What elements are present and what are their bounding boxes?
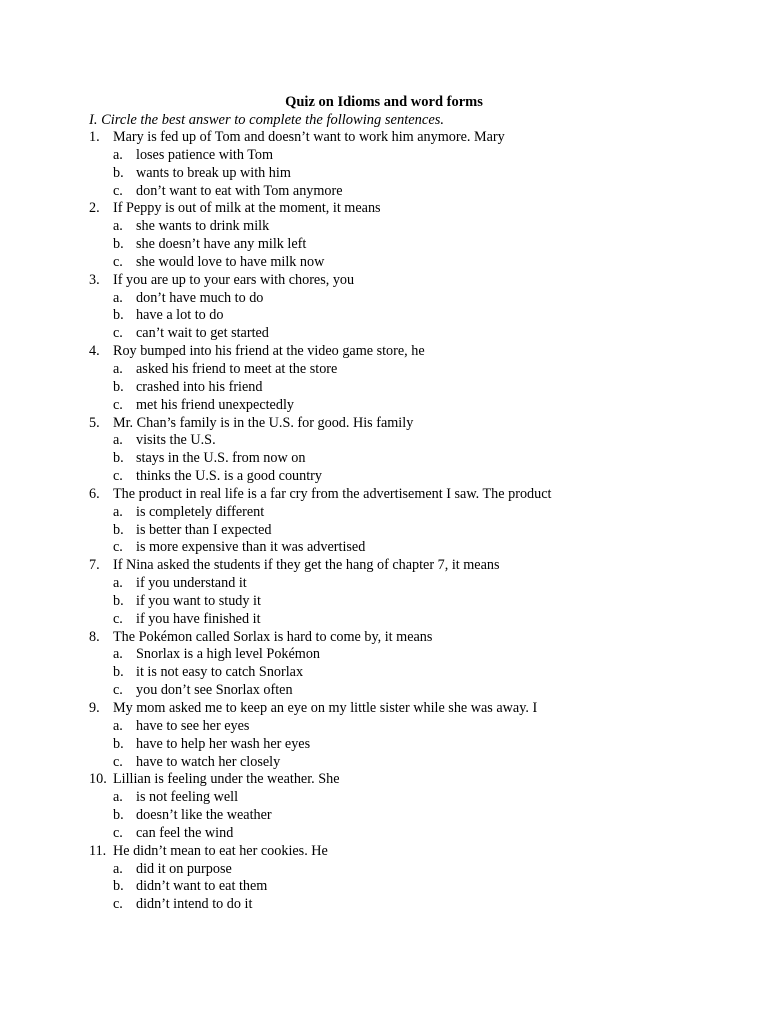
question-item xyxy=(0,700,768,718)
question-text: If you are up to your ears with chores, you xyxy=(113,271,355,288)
option-text: met his friend unexpectedly xyxy=(136,396,294,413)
option-label: b. xyxy=(113,450,124,467)
option-text: if you want to study it xyxy=(136,592,261,609)
option-text: is more expensive than it was advertised xyxy=(136,539,366,556)
question-text: My mom asked me to keep an eye on my little sister while she was away. I xyxy=(113,700,538,716)
question-number: 6. xyxy=(89,485,100,502)
question-text: Mary is fed up of Tom and doesn’t want to work him anymore. Mary xyxy=(113,129,505,145)
question-item xyxy=(0,629,768,647)
answer-option xyxy=(0,450,768,468)
option-label: a. xyxy=(113,218,123,235)
question-number: 2. xyxy=(89,200,100,217)
answer-option xyxy=(0,236,768,254)
question-number: 5. xyxy=(89,414,100,431)
option-text: wants to break up with him xyxy=(136,164,291,181)
option-label: b. xyxy=(113,521,124,538)
option-label: a. xyxy=(113,146,123,163)
question-number: 8. xyxy=(89,628,100,645)
option-label: c. xyxy=(113,753,123,770)
question-item xyxy=(0,771,768,789)
question-text: Lillian is feeling under the weather. She xyxy=(113,771,340,788)
question-number: 3. xyxy=(89,271,100,288)
option-text: stays in the U.S. from now on xyxy=(136,450,306,467)
answer-option xyxy=(0,254,768,272)
question-item xyxy=(0,557,768,575)
option-text: asked his friend to meet at the store xyxy=(136,360,338,377)
option-label: a. xyxy=(113,860,123,877)
option-text: didn’t intend to do it xyxy=(136,896,253,913)
answer-option xyxy=(0,611,768,629)
option-text: if you understand it xyxy=(136,575,247,592)
option-label: c. xyxy=(113,610,123,627)
option-text: have to watch her closely xyxy=(136,753,281,770)
instruction-text: I. Circle the best answer to complete the following sentences. xyxy=(89,112,445,128)
question-item xyxy=(0,843,768,861)
page-title: Quiz on Idioms and word forms xyxy=(285,94,483,110)
option-text: don’t have much to do xyxy=(136,289,264,306)
answer-option xyxy=(0,896,768,914)
option-label: b. xyxy=(113,307,124,324)
question-item xyxy=(0,343,768,361)
option-text: have a lot to do xyxy=(136,307,224,324)
option-label: b. xyxy=(113,878,124,895)
question-text: Mr. Chan’s family is in the U.S. for good. His family xyxy=(113,414,414,431)
question-list xyxy=(0,129,768,914)
question-item xyxy=(0,129,768,147)
option-label: c. xyxy=(113,824,123,841)
answer-option xyxy=(0,789,768,807)
answer-option xyxy=(0,218,768,236)
answer-option xyxy=(0,290,768,308)
option-label: a. xyxy=(113,503,123,520)
option-label: b. xyxy=(113,164,124,181)
question-item xyxy=(0,415,768,433)
answer-option xyxy=(0,754,768,772)
answer-option xyxy=(0,861,768,879)
question-text: The Pokémon called Sorlax is hard to come by, it means xyxy=(113,628,433,645)
option-text: crashed into his friend xyxy=(136,378,263,395)
answer-option xyxy=(0,307,768,325)
answer-option xyxy=(0,183,768,201)
answer-option xyxy=(0,468,768,486)
option-text: if you have finished it xyxy=(136,610,261,627)
answer-option xyxy=(0,807,768,825)
question-number: 7. xyxy=(89,557,100,574)
question-text: If Peppy is out of milk at the moment, it means xyxy=(113,200,381,217)
answer-option xyxy=(0,593,768,611)
answer-option xyxy=(0,825,768,843)
option-label: c. xyxy=(113,325,123,342)
question-text: The product in real life is a far cry from the advertisement I saw. The product xyxy=(113,485,552,502)
answer-option xyxy=(0,736,768,754)
option-label: c. xyxy=(113,539,123,556)
answer-option xyxy=(0,325,768,343)
question-number: 10. xyxy=(89,771,107,788)
option-label: c. xyxy=(113,896,123,913)
question-item xyxy=(0,486,768,504)
option-label: a. xyxy=(113,717,123,734)
option-label: b. xyxy=(113,807,124,824)
option-text: she wants to drink milk xyxy=(136,218,270,235)
option-text: thinks the U.S. is a good country xyxy=(136,468,323,485)
answer-option xyxy=(0,379,768,397)
answer-option xyxy=(0,397,768,415)
option-text: have to help her wash her eyes xyxy=(136,735,311,752)
option-text: don’t want to eat with Tom anymore xyxy=(136,182,343,199)
option-label: c. xyxy=(113,253,123,270)
question-number: 1. xyxy=(89,129,100,145)
answer-option xyxy=(0,646,768,664)
option-label: b. xyxy=(113,378,124,395)
answer-option xyxy=(0,664,768,682)
option-label: c. xyxy=(113,182,123,199)
option-text: have to see her eyes xyxy=(136,717,250,734)
option-label: a. xyxy=(113,789,123,806)
option-text: did it on purpose xyxy=(136,860,232,877)
answer-option xyxy=(0,682,768,700)
answer-option xyxy=(0,432,768,450)
option-text: is better than I expected xyxy=(136,521,272,538)
option-label: a. xyxy=(113,360,123,377)
option-label: c. xyxy=(113,682,123,699)
question-item xyxy=(0,200,768,218)
option-text: it is not easy to catch Snorlax xyxy=(136,664,304,681)
option-text: is not feeling well xyxy=(136,789,239,806)
option-text: she would love to have milk now xyxy=(136,253,325,270)
option-text: is completely different xyxy=(136,503,265,520)
option-text: can’t wait to get started xyxy=(136,325,269,342)
question-item xyxy=(0,272,768,290)
question-number: 9. xyxy=(89,700,100,716)
answer-option xyxy=(0,718,768,736)
option-label: a. xyxy=(113,646,123,663)
option-text: didn’t want to eat them xyxy=(136,878,268,895)
option-text: you don’t see Snorlax often xyxy=(136,682,293,699)
option-label: a. xyxy=(113,289,123,306)
option-label: b. xyxy=(113,592,124,609)
answer-option xyxy=(0,539,768,557)
answer-option xyxy=(0,147,768,165)
option-label: c. xyxy=(113,468,123,485)
question-number: 11. xyxy=(89,842,107,859)
option-label: b. xyxy=(113,664,124,681)
option-text: doesn’t like the weather xyxy=(136,807,272,824)
answer-option xyxy=(0,878,768,896)
option-label: a. xyxy=(113,575,123,592)
option-text: she doesn’t have any milk left xyxy=(136,236,307,253)
option-text: Snorlax is a high level Pokémon xyxy=(136,646,321,663)
question-text: If Nina asked the students if they get the hang of chapter 7, it means xyxy=(113,557,500,574)
option-text: visits the U.S. xyxy=(136,432,216,449)
option-label: c. xyxy=(113,396,123,413)
answer-option xyxy=(0,575,768,593)
option-text: can feel the wind xyxy=(136,824,234,841)
answer-option xyxy=(0,522,768,540)
option-label: a. xyxy=(113,432,123,449)
answer-option xyxy=(0,504,768,522)
question-text: He didn’t mean to eat her cookies. He xyxy=(113,842,328,859)
option-label: b. xyxy=(113,735,124,752)
option-text: loses patience with Tom xyxy=(136,146,274,163)
question-text: Roy bumped into his friend at the video game store, he xyxy=(113,343,425,360)
answer-option xyxy=(0,361,768,379)
question-number: 4. xyxy=(89,343,100,360)
answer-option xyxy=(0,165,768,183)
option-label: b. xyxy=(113,236,124,253)
